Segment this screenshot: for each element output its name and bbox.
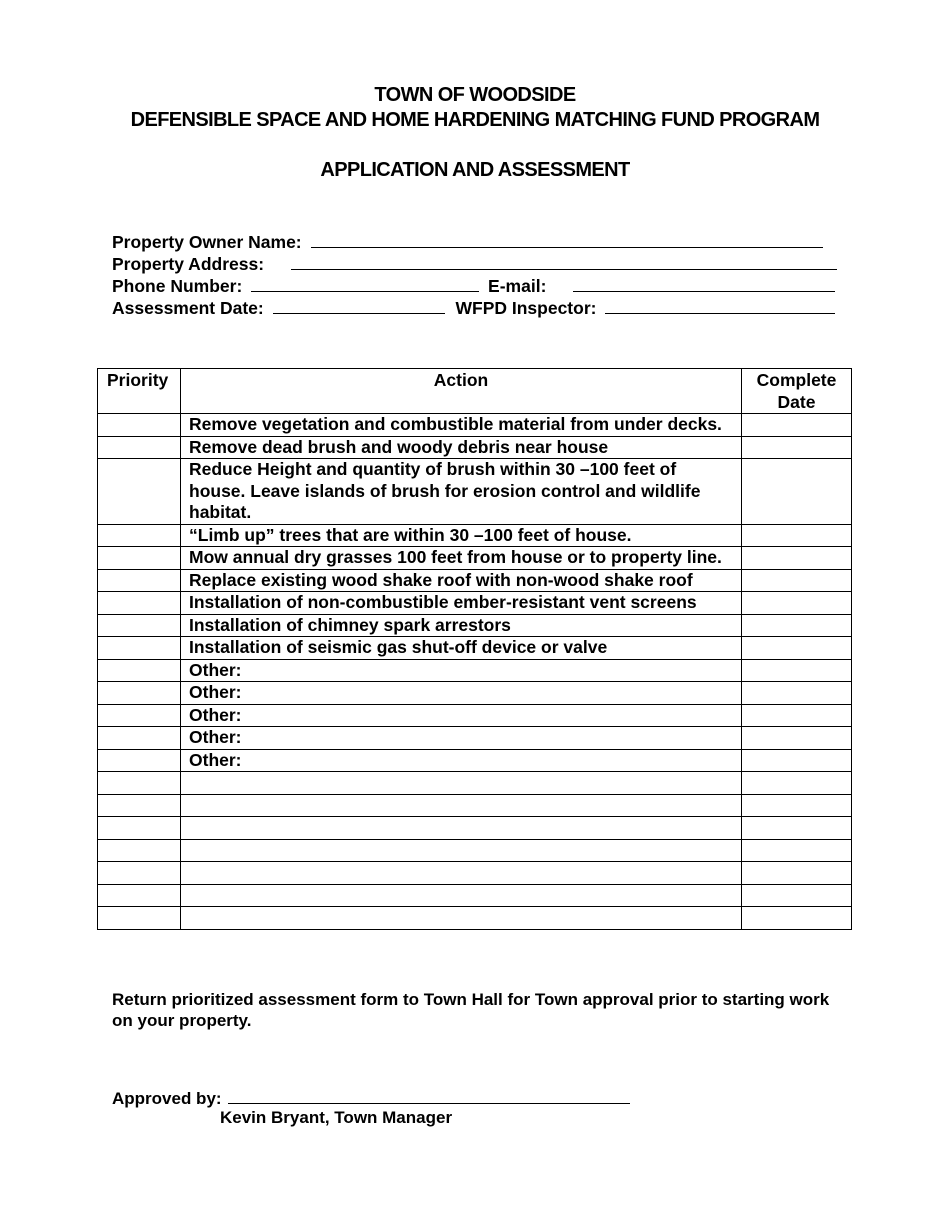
approved-by-label: Approved by: — [112, 1089, 222, 1108]
table-row — [98, 459, 852, 525]
priority-cell[interactable] — [98, 436, 181, 459]
action-cell: Installation of chimney spark arrestors — [181, 614, 742, 637]
action-cell — [181, 862, 742, 885]
action-cell: Other: — [181, 682, 742, 705]
address-row — [112, 254, 837, 275]
complete-date-cell[interactable] — [742, 907, 852, 930]
priority-cell[interactable] — [98, 459, 181, 525]
phone-label: Phone Number: — [112, 276, 243, 296]
complete-date-cell[interactable] — [742, 569, 852, 592]
owner-name-field[interactable] — [311, 232, 823, 248]
owner-name-label: Property Owner Name: — [112, 232, 302, 252]
table-row — [98, 817, 852, 840]
table-row — [98, 569, 852, 592]
instruction-note: Return prioritized assessment form to Town Hall for Town approval prior to starting work on your property. — [112, 990, 830, 1030]
complete-date-cell[interactable] — [742, 524, 852, 547]
complete-date-cell[interactable] — [742, 839, 852, 862]
priority-cell[interactable] — [98, 749, 181, 772]
action-cell: Other: — [181, 749, 742, 772]
complete-date-cell[interactable] — [742, 459, 852, 525]
table-row — [98, 547, 852, 570]
table-row — [98, 637, 852, 660]
complete-date-cell[interactable] — [742, 436, 852, 459]
complete-date-cell[interactable] — [742, 592, 852, 615]
priority-cell[interactable] — [98, 772, 181, 795]
complete-date-cell[interactable] — [742, 862, 852, 885]
priority-cell[interactable] — [98, 414, 181, 437]
complete-date-cell[interactable] — [742, 884, 852, 907]
priority-cell[interactable] — [98, 682, 181, 705]
action-cell: Remove dead brush and woody debris near house — [181, 436, 742, 459]
complete-date-cell[interactable] — [742, 414, 852, 437]
action-cell — [181, 884, 742, 907]
complete-date-header — [742, 369, 852, 414]
assessment-table — [97, 368, 852, 930]
action-cell: Reduce Height and quantity of brush within 30 –100 feet of house. Leave islands of brush for erosion control and wildlife habitat. — [181, 459, 742, 525]
table-row — [98, 524, 852, 547]
phone-field[interactable] — [251, 276, 479, 292]
priority-header: Priority — [98, 369, 181, 414]
email-field[interactable] — [573, 276, 835, 292]
priority-cell[interactable] — [98, 592, 181, 615]
complete-date-cell[interactable] — [742, 794, 852, 817]
priority-cell[interactable] — [98, 727, 181, 750]
inspector-field[interactable] — [605, 298, 835, 314]
action-cell — [181, 907, 742, 930]
complete-date-cell[interactable] — [742, 659, 852, 682]
priority-cell[interactable] — [98, 794, 181, 817]
action-cell — [181, 772, 742, 795]
action-cell: Mow annual dry grasses 100 feet from house or to property line. — [181, 547, 742, 570]
owner-name-row — [112, 232, 823, 253]
complete-date-cell[interactable] — [742, 704, 852, 727]
table-row — [98, 659, 852, 682]
action-header: Action — [181, 369, 742, 414]
assessment-date-label: Assessment Date: — [112, 298, 264, 318]
town-title: TOWN OF WOODSIDE — [374, 84, 576, 106]
inspector-label: WFPD Inspector: — [455, 298, 597, 318]
table-row — [98, 704, 852, 727]
table-row — [98, 749, 852, 772]
priority-cell[interactable] — [98, 524, 181, 547]
action-cell: Other: — [181, 704, 742, 727]
action-cell — [181, 794, 742, 817]
table-row — [98, 436, 852, 459]
action-cell: Installation of non-combustible ember-resistant vent screens — [181, 592, 742, 615]
action-cell — [181, 839, 742, 862]
action-cell — [181, 817, 742, 840]
program-title: DEFENSIBLE SPACE AND HOME HARDENING MATCHING FUND PROGRAM — [130, 109, 820, 131]
table-row — [98, 682, 852, 705]
priority-cell[interactable] — [98, 569, 181, 592]
table-row — [98, 907, 852, 930]
phone-email-row — [112, 276, 835, 297]
complete-date-cell[interactable] — [742, 682, 852, 705]
priority-cell[interactable] — [98, 637, 181, 660]
action-cell: “Limb up” trees that are within 30 –100 feet of house. — [181, 524, 742, 547]
action-cell: Other: — [181, 727, 742, 750]
table-row — [98, 884, 852, 907]
complete-date-cell[interactable] — [742, 614, 852, 637]
table-row — [98, 727, 852, 750]
action-cell: Remove vegetation and combustible material from under decks. — [181, 414, 742, 437]
action-cell: Installation of seismic gas shut-off device or valve — [181, 637, 742, 660]
complete-date-header-line2: Date — [777, 391, 816, 412]
form-title: APPLICATION AND ASSESSMENT — [320, 159, 630, 181]
assessment-date-field[interactable] — [273, 298, 445, 314]
complete-date-cell[interactable] — [742, 727, 852, 750]
table-row — [98, 592, 852, 615]
table-row — [98, 839, 852, 862]
action-cell: Other: — [181, 659, 742, 682]
table-row — [98, 614, 852, 637]
priority-cell[interactable] — [98, 704, 181, 727]
table-row — [98, 772, 852, 795]
priority-cell[interactable] — [98, 614, 181, 637]
complete-date-header-line1: Complete — [756, 370, 837, 390]
action-cell: Replace existing wood shake roof with non-wood shake roof — [181, 569, 742, 592]
complete-date-cell[interactable] — [742, 817, 852, 840]
date-inspector-row — [112, 298, 835, 319]
town-manager-name: Kevin Bryant, Town Manager — [220, 1108, 453, 1127]
priority-cell[interactable] — [98, 547, 181, 570]
complete-date-cell[interactable] — [742, 637, 852, 660]
priority-cell[interactable] — [98, 659, 181, 682]
table-row — [98, 794, 852, 817]
priority-cell[interactable] — [98, 862, 181, 885]
table-row — [98, 862, 852, 885]
complete-date-cell[interactable] — [742, 749, 852, 772]
priority-cell[interactable] — [98, 839, 181, 862]
email-label: E-mail: — [488, 276, 547, 296]
complete-date-cell[interactable] — [742, 547, 852, 570]
table-row — [98, 414, 852, 437]
priority-cell[interactable] — [98, 817, 181, 840]
priority-cell[interactable] — [98, 907, 181, 930]
priority-cell[interactable] — [98, 884, 181, 907]
address-field[interactable] — [291, 254, 837, 270]
complete-date-cell[interactable] — [742, 772, 852, 795]
address-label: Property Address: — [112, 254, 265, 274]
approved-by-field[interactable] — [228, 1088, 630, 1104]
approved-by-row — [112, 1088, 630, 1109]
